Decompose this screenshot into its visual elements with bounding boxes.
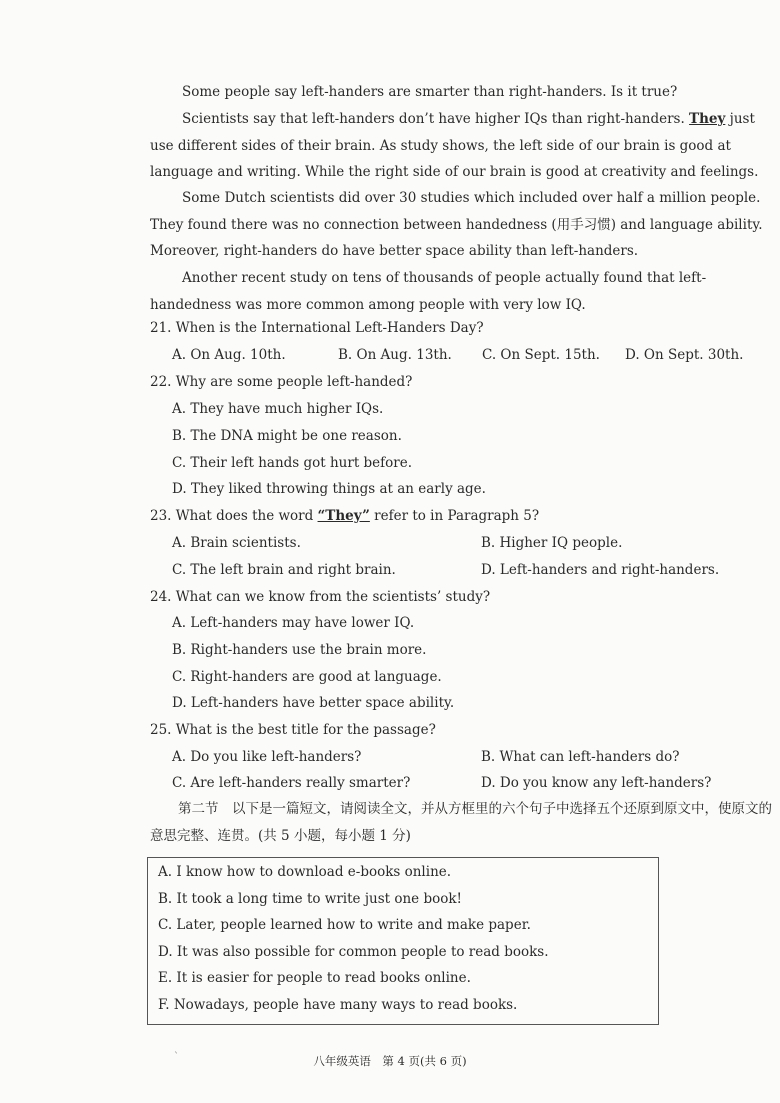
box-option-f: F. Nowadays, people have many ways to read books. xyxy=(158,997,518,1013)
paragraph-2-text-after: just use different sides of their brain. As study shows, the left side of our brain is good at language and writing. While the right side of our brain is good at creativity and feelings. xyxy=(150,111,759,180)
question-23-option-c[interactable]: C. The left brain and right brain. xyxy=(172,562,396,578)
question-24-option-d[interactable]: D. Left-handers have better space ability. xyxy=(172,695,455,711)
question-23-stem-after: refer to in Paragraph 5? xyxy=(369,508,540,524)
question-24-option-b[interactable]: B. Right-handers use the brain more. xyxy=(172,642,427,658)
question-24-option-c[interactable]: C. Right-handers are good at language. xyxy=(172,669,442,685)
question-22-option-c[interactable]: C. Their left hands got hurt before. xyxy=(172,455,413,471)
passage-paragraph-2 xyxy=(150,106,775,186)
question-24-option-a[interactable]: A. Left-handers may have lower IQ. xyxy=(172,615,415,631)
question-21-option-d[interactable]: D. On Sept. 30th. xyxy=(625,347,744,363)
page-footer: 八年级英语 第 4 页(共 6 页) xyxy=(313,1054,467,1068)
box-option-c: C. Later, people learned how to write and make paper. xyxy=(158,917,531,933)
question-23-stem xyxy=(150,508,539,524)
question-22-option-a[interactable]: A. They have much higher IQs. xyxy=(172,401,384,417)
question-22-option-d[interactable]: D. They liked throwing things at an early age. xyxy=(172,481,486,497)
question-24-stem: 24. What can we know from the scientists’ study? xyxy=(150,589,491,605)
question-21-option-b[interactable]: B. On Aug. 13th. xyxy=(338,347,452,363)
box-option-e: E. It is easier for people to read books online. xyxy=(158,970,471,986)
question-25-option-d[interactable]: D. Do you know any left-handers? xyxy=(481,775,712,791)
question-23-option-b[interactable]: B. Higher IQ people. xyxy=(481,535,623,551)
question-23-option-a[interactable]: A. Brain scientists. xyxy=(172,535,301,551)
section-2-instructions: 第二节 以下是一篇短文，请阅读全文，并从方框里的六个句子中选择五个还原到原文中，使原文的意思完整、连贯。(共 5 小题，每小题 1 分) xyxy=(150,801,772,844)
question-23-quoted-word: “They” xyxy=(317,508,370,524)
question-25-option-a[interactable]: A. Do you like left-handers? xyxy=(172,749,362,765)
question-22-stem: 22. Why are some people left-handed? xyxy=(150,374,413,390)
question-23-option-d[interactable]: D. Left-handers and right-handers. xyxy=(481,562,720,578)
box-option-d: D. It was also possible for common people to read books. xyxy=(158,944,549,960)
underlined-word-they: They xyxy=(689,111,726,127)
passage-paragraph-3: Some Dutch scientists did over 30 studies which included over half a million people. They found there was no connection between handedness (用手习惯) and language ability. Moreover, right-handers do have better space ability than left-handers. xyxy=(150,190,763,259)
question-25-stem: 25. What is the best title for the passage? xyxy=(150,722,436,738)
sentence-options-box xyxy=(147,857,659,1025)
question-25-option-b[interactable]: B. What can left-handers do? xyxy=(481,749,680,765)
box-option-a: A. I know how to download e-books online. xyxy=(158,864,452,880)
box-option-b: B. It took a long time to write just one book! xyxy=(158,891,462,907)
question-25-option-c[interactable]: C. Are left-handers really smarter? xyxy=(172,775,411,791)
passage-paragraph-1: Some people say left-handers are smarter than right-handers. Is it true? xyxy=(182,84,678,100)
question-21-stem: 21. When is the International Left-Handers Day? xyxy=(150,320,484,336)
question-23-stem-before: 23. What does the word xyxy=(150,508,318,524)
question-21-option-a[interactable]: A. On Aug. 10th. xyxy=(172,347,286,363)
question-21-option-c[interactable]: C. On Sept. 15th. xyxy=(482,347,600,363)
passage-paragraph-4: Another recent study on tens of thousands of people actually found that left-handedness was more common among people with very low IQ. xyxy=(150,270,707,313)
paragraph-2-text-before: Scientists say that left-handers don’t have higher IQs than right-handers. xyxy=(182,111,690,127)
scan-speck: ` xyxy=(174,1052,179,1063)
question-22-option-b[interactable]: B. The DNA might be one reason. xyxy=(172,428,402,444)
